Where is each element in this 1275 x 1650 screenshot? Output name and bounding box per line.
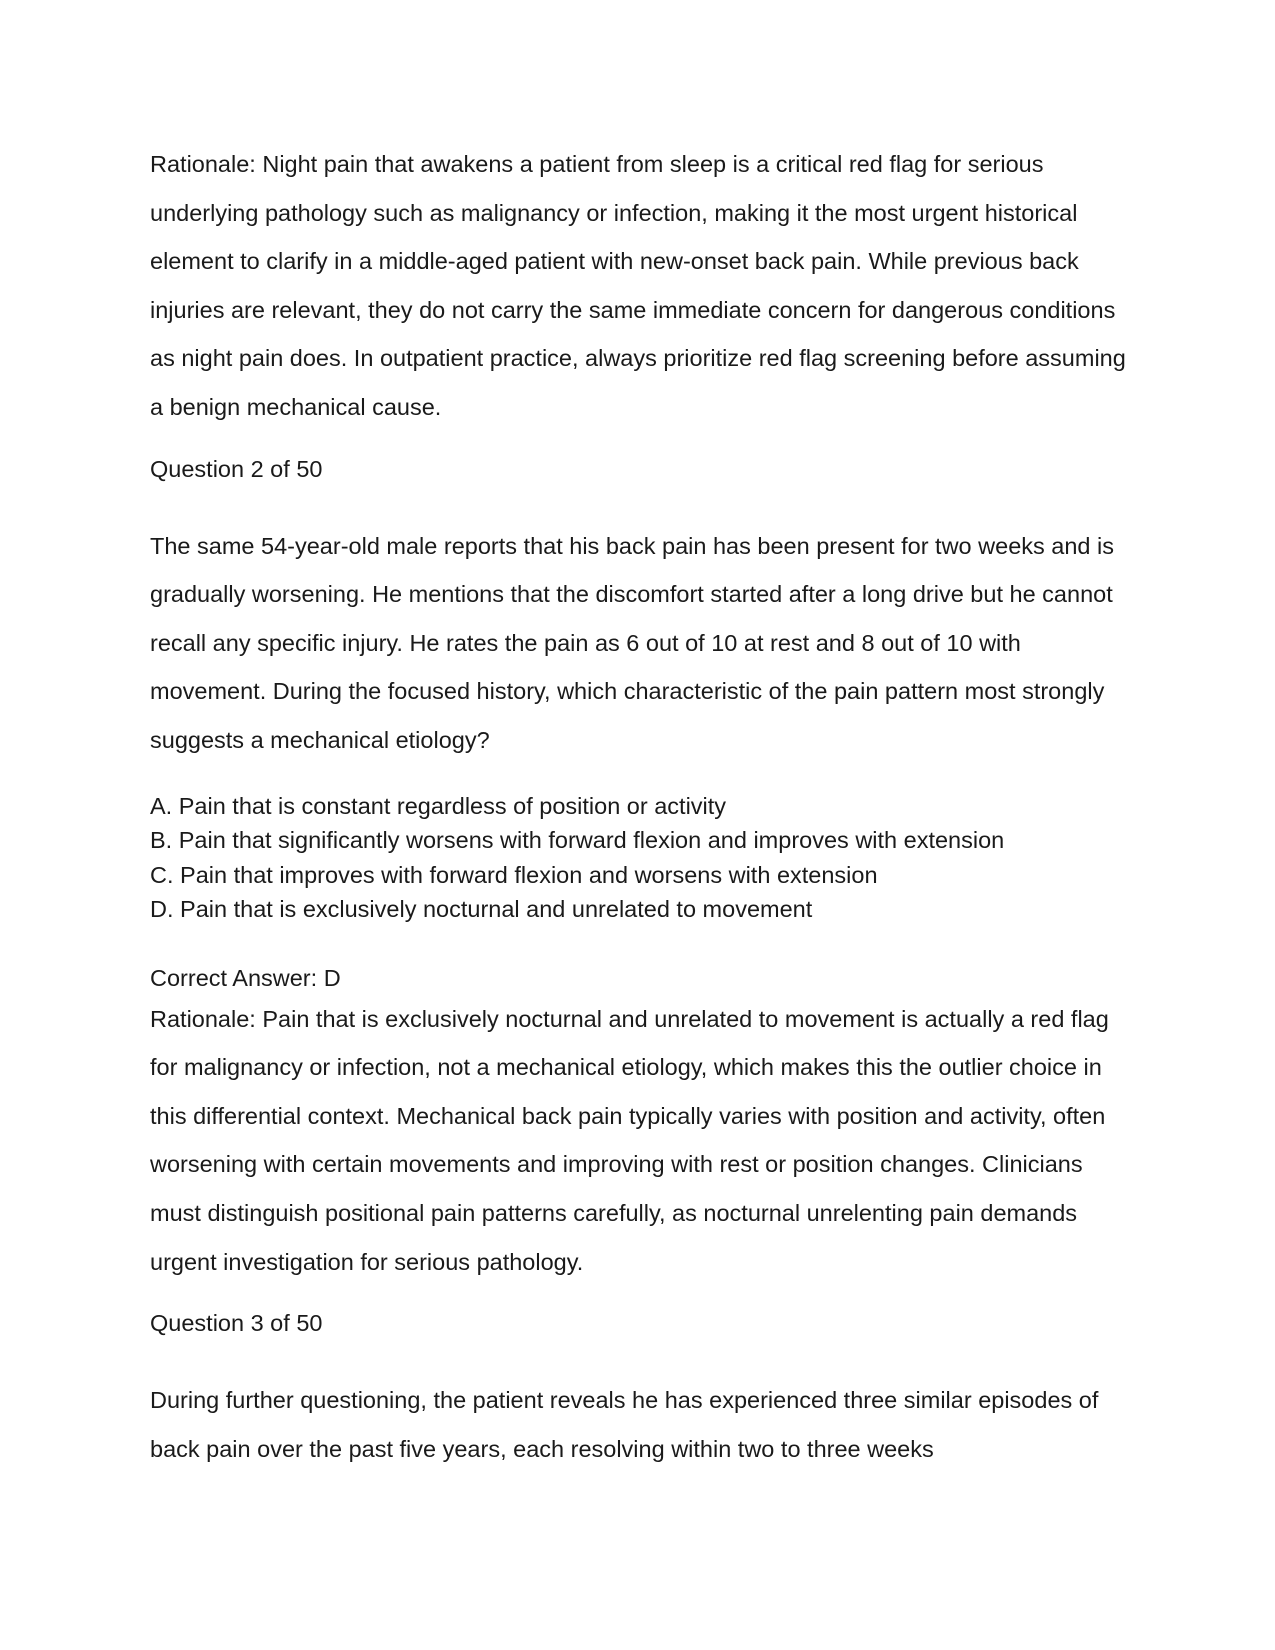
question-heading: Question 3 of 50: [150, 1310, 323, 1337]
choice-b: B. Pain that significantly worsens with forward flexion and improves with extension: [150, 827, 1005, 854]
answer-block: [150, 961, 1140, 1287]
question-stem: The same 54-year-old male reports that his back pain has been present for two weeks and is gradually worsening. He mentions that the discomfort started after a long drive but he cannot recall any specific injury. He rates the pain as 6 out of 10 at rest and 8 out of 10 with movement. During the focused history, which characteristic of the pain pattern most strongly suggests a mechanical etiology?: [150, 532, 1115, 753]
question-heading: Question 2 of 50: [150, 455, 323, 482]
document-page: [150, 140, 1140, 1473]
rationale-paragraph: Rationale: Night pain that awakens a patient from sleep is a critical red flag for serious underlying pathology such as malignancy or infection, making it the most urgent historical element to clarify in a middle-aged patient with new-onset back pain. While previous back injuries are relevant, they do not carry the same immediate concern for dangerous conditions as night pain does. In outpatient practice, always prioritize red flag screening before assuming a benign mechanical cause.: [150, 151, 1126, 420]
choice-d: D. Pain that is exclusively nocturnal and unrelated to movement: [150, 896, 813, 923]
choice-a: A. Pain that is constant regardless of position or activity: [150, 792, 727, 819]
rationale-paragraph: Rationale: Pain that is exclusively nocturnal and unrelated to movement is actually a red flag for malignancy or infection, not a mechanical etiology, which makes this the outlier choice in this differential context. Mechanical back pain typically varies with position and activity, often worsening with certain movements and improving with rest or position changes. Clinicians must distinguish positional pain patterns carefully, as nocturnal unrelenting pain demands urgent investigation for serious pathology.: [150, 1005, 1109, 1275]
correct-answer: Correct Answer: D: [150, 964, 341, 991]
question-stem: During further questioning, the patient reveals he has experienced three similar episodes of back pain over the past five years, each resolving within two to three weeks: [150, 1387, 1099, 1462]
answer-choices: [150, 789, 1140, 927]
choice-c: C. Pain that improves with forward flexion and worsens with extension: [150, 861, 878, 888]
